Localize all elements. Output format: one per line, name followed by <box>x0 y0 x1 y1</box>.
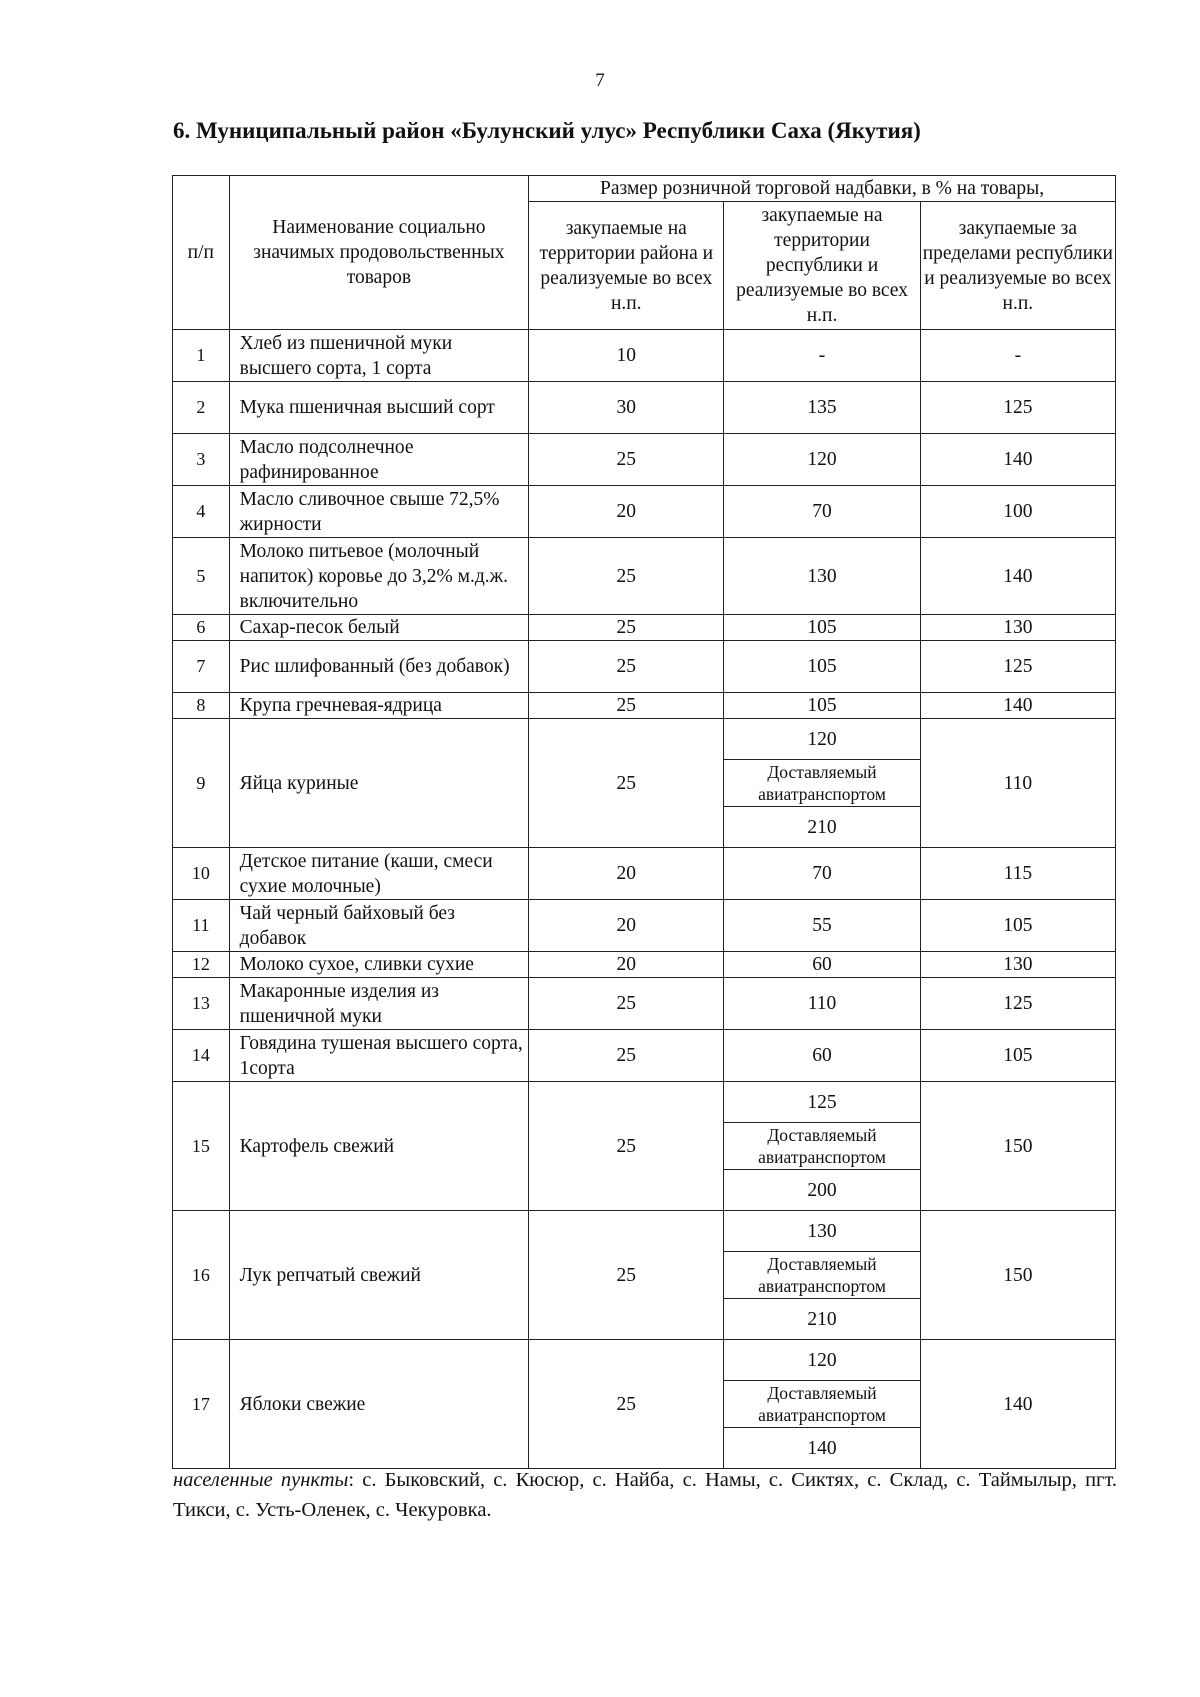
header-col2: закупаемые на территории республики и реализуемые во всех н.п. <box>724 202 920 330</box>
row-number: 8 <box>173 693 230 719</box>
header-name: Наименование социально значимых продовольственных товаров <box>229 176 528 330</box>
product-name: Говядина тушеная высшего сорта, 1сорта <box>229 1030 528 1082</box>
table-row <box>173 382 1116 434</box>
markup-district: 25 <box>529 1211 724 1340</box>
product-name: Рис шлифованный (без добавок) <box>229 641 528 693</box>
air-delivery-label: Доставляемый авиатранспортом <box>724 1380 919 1428</box>
markup-republic: 120 <box>807 1349 837 1371</box>
markup-district: 20 <box>529 848 724 900</box>
table-row <box>173 1340 1116 1469</box>
markup-republic: 130 <box>724 538 920 615</box>
row-number: 14 <box>173 1030 230 1082</box>
row-number: 3 <box>173 434 230 486</box>
product-name: Яйца куриные <box>229 719 528 848</box>
table-row <box>173 978 1116 1030</box>
markup-republic: 105 <box>724 615 920 641</box>
row-number: 4 <box>173 486 230 538</box>
row-number: 16 <box>173 1211 230 1340</box>
header-col3: закупаемые за пределами республики и реализуемые во всех н.п. <box>920 202 1115 330</box>
row-number: 6 <box>173 615 230 641</box>
markup-republic-split <box>724 1211 920 1340</box>
markup-republic: 55 <box>724 900 920 952</box>
markup-outside: 100 <box>920 486 1115 538</box>
markup-republic: 70 <box>724 848 920 900</box>
row-number: 9 <box>173 719 230 848</box>
table-body <box>173 330 1116 1469</box>
settlements-note <box>173 1465 1117 1525</box>
markup-outside: 140 <box>920 538 1115 615</box>
table-row <box>173 900 1116 952</box>
markup-district: 20 <box>529 486 724 538</box>
row-number: 12 <box>173 952 230 978</box>
markup-republic: 125 <box>807 1091 837 1113</box>
row-number: 17 <box>173 1340 230 1469</box>
header-group: Размер розничной торговой надбавки, в % на товары, <box>529 176 1116 202</box>
air-delivery-label: Доставляемый авиатранспортом <box>724 1251 919 1299</box>
markup-outside: 140 <box>920 434 1115 486</box>
product-name: Детское питание (каши, смеси сухие молочные) <box>229 848 528 900</box>
markup-outside: 115 <box>920 848 1115 900</box>
row-number: 13 <box>173 978 230 1030</box>
row-number: 11 <box>173 900 230 952</box>
table-row <box>173 1030 1116 1082</box>
header-col1: закупаемые на территории района и реализуемые во всех н.п. <box>529 202 724 330</box>
page-number: 7 <box>595 70 605 91</box>
section-heading: 6. Муниципальный район «Булунский улус» Республики Саха (Якутия) <box>173 118 921 143</box>
header-num: п/п <box>173 176 230 330</box>
product-name: Молоко сухое, сливки сухие <box>229 952 528 978</box>
markup-republic: 60 <box>724 1030 920 1082</box>
table-row <box>173 538 1116 615</box>
row-number: 1 <box>173 330 230 382</box>
markup-district: 20 <box>529 900 724 952</box>
air-delivery-label: Доставляемый авиатранспортом <box>724 1122 919 1170</box>
settlements-label: населенные пункты <box>173 1469 349 1491</box>
product-name: Чай черный байховый без добавок <box>229 900 528 952</box>
product-name: Яблоки свежие <box>229 1340 528 1469</box>
markup-district: 20 <box>529 952 724 978</box>
table-row <box>173 848 1116 900</box>
markup-republic: 135 <box>724 382 920 434</box>
markup-republic-air: 210 <box>807 816 837 838</box>
markup-republic: - <box>724 330 920 382</box>
markup-outside: 150 <box>920 1211 1115 1340</box>
table-row <box>173 719 1116 848</box>
settlements-list: : с. Быковский, с. Кюсюр, с. Найба, с. Намы, с. Сиктях, с. Склад, с. Таймылыр, пгт. Тикси, с. Усть-Оленек, с. Чекуровка. <box>173 1469 1118 1521</box>
product-name: Макаронные изделия из пшеничной муки <box>229 978 528 1030</box>
markup-district: 25 <box>529 538 724 615</box>
markup-outside: 150 <box>920 1082 1115 1211</box>
markup-outside: - <box>920 330 1115 382</box>
markup-district: 25 <box>529 1030 724 1082</box>
markup-republic: 60 <box>724 952 920 978</box>
markup-outside: 105 <box>920 1030 1115 1082</box>
row-number: 7 <box>173 641 230 693</box>
product-name: Лук репчатый свежий <box>229 1211 528 1340</box>
table-row <box>173 330 1116 382</box>
table-row <box>173 615 1116 641</box>
table-row <box>173 693 1116 719</box>
markup-republic: 130 <box>807 1220 837 1242</box>
product-name: Картофель свежий <box>229 1082 528 1211</box>
markup-republic: 110 <box>724 978 920 1030</box>
markup-outside: 125 <box>920 382 1115 434</box>
markup-republic-air: 200 <box>807 1179 837 1201</box>
markup-republic-air: 140 <box>807 1437 837 1459</box>
product-name: Сахар-песок белый <box>229 615 528 641</box>
markup-district: 25 <box>529 978 724 1030</box>
product-name: Мука пшеничная высший сорт <box>229 382 528 434</box>
row-number: 2 <box>173 382 230 434</box>
markup-republic-split <box>724 1082 920 1211</box>
row-number: 10 <box>173 848 230 900</box>
table-row <box>173 434 1116 486</box>
product-name: Крупа гречневая-ядрица <box>229 693 528 719</box>
markup-district: 25 <box>529 693 724 719</box>
markup-outside: 105 <box>920 900 1115 952</box>
product-name: Масло подсолнечное рафинированное <box>229 434 528 486</box>
markup-district: 25 <box>529 641 724 693</box>
markup-republic: 120 <box>724 434 920 486</box>
markup-outside: 125 <box>920 978 1115 1030</box>
markup-republic: 120 <box>807 728 837 750</box>
markup-outside: 125 <box>920 641 1115 693</box>
markup-outside: 130 <box>920 615 1115 641</box>
row-number: 5 <box>173 538 230 615</box>
table-row <box>173 952 1116 978</box>
markup-republic-split <box>724 1340 920 1469</box>
markup-district: 25 <box>529 719 724 848</box>
markup-district: 10 <box>529 330 724 382</box>
markup-republic: 105 <box>724 641 920 693</box>
markup-district: 30 <box>529 382 724 434</box>
markup-outside: 130 <box>920 952 1115 978</box>
markup-republic-air: 210 <box>807 1308 837 1330</box>
table-row <box>173 1082 1116 1211</box>
markup-district: 25 <box>529 434 724 486</box>
markup-outside: 140 <box>920 693 1115 719</box>
table-row <box>173 1211 1116 1340</box>
markup-republic: 105 <box>724 693 920 719</box>
markup-outside: 110 <box>920 719 1115 848</box>
markup-district: 25 <box>529 1082 724 1211</box>
markup-outside: 140 <box>920 1340 1115 1469</box>
table-row <box>173 641 1116 693</box>
markup-table <box>172 175 1116 1469</box>
product-name: Молоко питьевое (молочный напиток) коровье до 3,2% м.д.ж. включительно <box>229 538 528 615</box>
row-number: 15 <box>173 1082 230 1211</box>
air-delivery-label: Доставляемый авиатранспортом <box>724 759 919 807</box>
product-name: Масло сливочное свыше 72,5% жирности <box>229 486 528 538</box>
product-name: Хлеб из пшеничной муки высшего сорта, 1 сорта <box>229 330 528 382</box>
markup-republic: 70 <box>724 486 920 538</box>
markup-republic-split <box>724 719 920 848</box>
table-row <box>173 486 1116 538</box>
markup-district: 25 <box>529 1340 724 1469</box>
markup-district: 25 <box>529 615 724 641</box>
